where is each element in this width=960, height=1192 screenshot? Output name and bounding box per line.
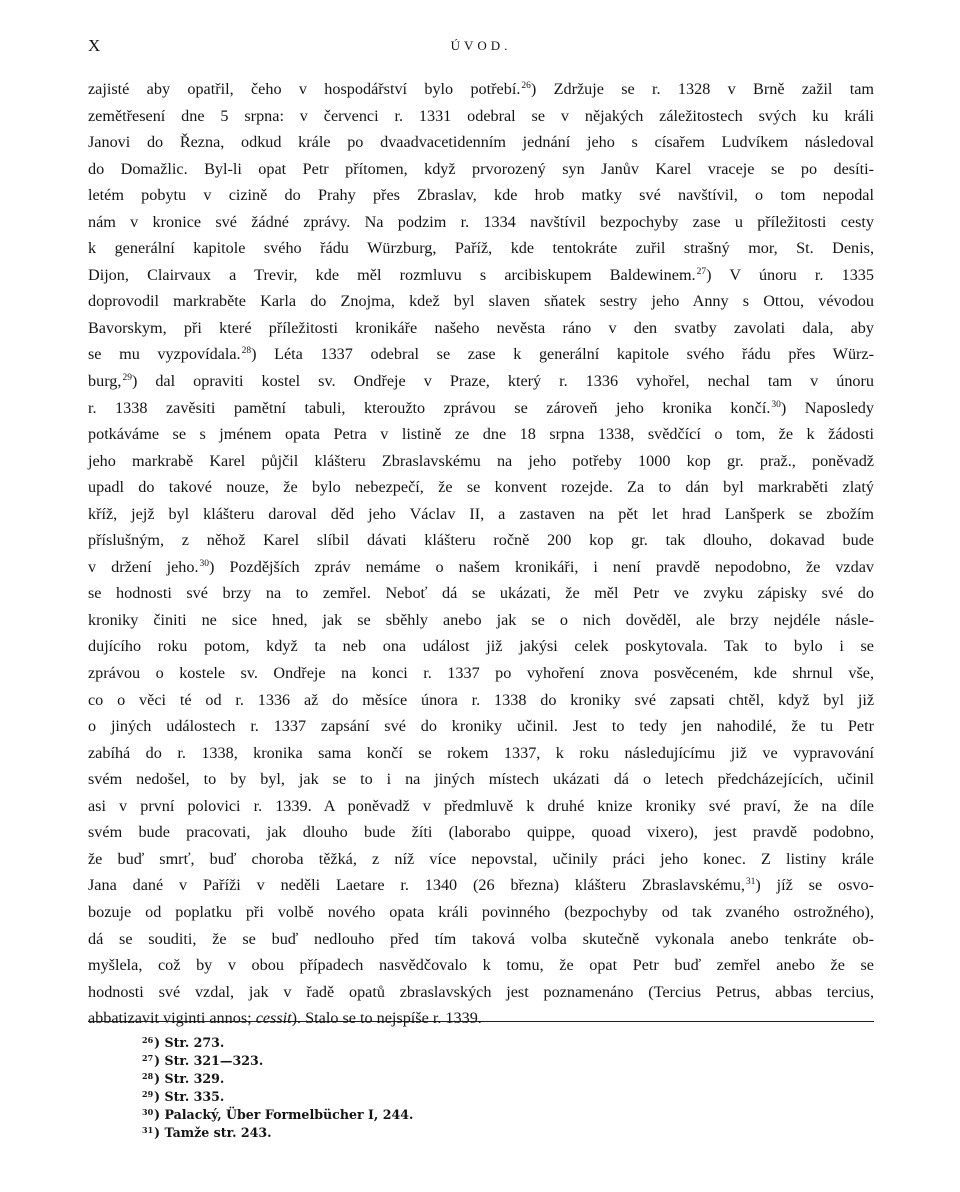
text-line <box>88 926 874 953</box>
text-line <box>88 819 874 846</box>
text-segment: se hodnosti své brzy na to zemřel. Neboť dá se ukázati, že měl Petr ve zvyku zápisky své do <box>88 584 874 603</box>
text-segment: ). Stalo se to nejspíše r. 1339. <box>291 1009 482 1028</box>
footnote-divider <box>88 1021 874 1022</box>
footnote-text: ) Palacký, Über Formelbücher I, 244. <box>154 1107 414 1123</box>
text-line <box>88 687 874 714</box>
footnote-text: ) Str. 335. <box>154 1089 225 1105</box>
footnote-item <box>141 1052 741 1070</box>
text-line <box>88 952 874 979</box>
footnotes <box>141 1034 741 1143</box>
footnote-reference: 29 <box>122 373 132 384</box>
text-segment: o jiných událostech r. 1337 zapsání své do kroniky učinil. Jest to tedy jen nahodilé, že tu Petr <box>88 717 874 736</box>
footnote-text: ) Tamže str. 243. <box>154 1125 272 1141</box>
footnote-reference: 30 <box>771 399 781 410</box>
text-segment: ) jíž se osvo- <box>755 876 874 895</box>
text-segment: r. 1338 zavěsiti pamětní tabuli, kteroužto zprávou se zároveň jeho kronika končí. <box>88 398 771 417</box>
text-line <box>88 182 874 209</box>
footnote-reference: 31 <box>745 877 756 888</box>
text-line <box>88 766 874 793</box>
text-segment: kříž, jejž byl klášteru daroval děd jeho Václav II, a zastaven na pět let hrad Lanšperk se zbožím <box>88 504 874 523</box>
text-line <box>88 129 874 156</box>
text-segment: hodnosti své vzdal, jak v řadě opatů zbraslavských jest poznamenáno (Tercius Petrus, abbas tercius, <box>88 982 874 1001</box>
text-segment: potkáváme se s jménem opata Petra v listině ze dne 18 srpna 1338, svědčící o tom, že k žádosti <box>88 425 874 444</box>
footnote-number: 27 <box>142 1053 154 1064</box>
text-line <box>88 156 874 183</box>
text-segment: Bavorskym, při které příležitosti kronikáře našeho nevěsta ráno v den svatby zavolati dala, aby <box>88 318 874 337</box>
text-segment: kroniky činiti ne sice hned, jak se sběhly anebo jak se o nich dověděl, ale brzy nejdéle násle- <box>88 610 874 629</box>
text-line <box>88 341 874 368</box>
text-segment: Jana dané v Paříži v neděli Laetare r. 1340 (26 března) klášteru Zbraslavskému, <box>88 876 745 895</box>
body-text <box>88 76 874 1032</box>
footnote-reference: 30 <box>199 558 210 569</box>
text-line <box>88 793 874 820</box>
text-segment: bozuje od poplatku při volbě nového opata králi povinného (bezpochyby od tak zvaného ostrožného), <box>88 902 874 921</box>
text-line <box>88 740 874 767</box>
text-segment: k generální kapitole svého řádu Würzburg, Paříž, kde tentokráte zuřil strašný mor, St. Denis, <box>88 239 874 258</box>
text-line <box>88 501 874 528</box>
text-segment: že buď smrť, buď choroba těžká, z níž více nepovstal, učinily práci jeho konec. Z listiny krále <box>88 849 874 868</box>
text-segment: zprávou o kostele sv. Ondřeje na konci r. 1337 po vyhoření znova posvěceném, kde shrnul vše, <box>88 664 874 683</box>
footnote-number: 28 <box>142 1071 154 1082</box>
footnote-item <box>141 1124 741 1142</box>
text-line <box>88 474 874 501</box>
text-line <box>88 979 874 1006</box>
text-segment: nám v kronice své žádné zprávy. Na podzim r. 1334 navštívil bezpochyby zase u příležitosti cesty <box>88 212 874 231</box>
text-segment: Dijon, Clairvaux a Trevir, kde měl rozmluvu s arcibiskupem Baldewinem. <box>88 265 696 284</box>
text-line <box>88 660 874 687</box>
text-segment: zajisté aby opatřil, čeho v hospodářství bylo potřebí. <box>88 80 521 98</box>
text-line <box>88 633 874 660</box>
text-segment: dá se souditi, že se buď nedlouho před tím taková volba skutečně vykonala anebo tenkráte ob- <box>88 929 874 948</box>
text-line <box>88 368 874 395</box>
text-segment: Janovi do Řezna, odkud krále po dvaadvacetidenním jednání jeho s císařem Ludvíkem následoval <box>88 133 874 152</box>
footnote-text: ) Str. 321—323. <box>154 1053 264 1069</box>
text-segment: do Domažlic. Byl-li opat Petr přítomen, když prvorozený syn Janův Karel vraceje se po desíti- <box>88 159 874 178</box>
text-segment: ) Pozdějších zpráv nemáme o našem kronikáři, i není pravdě nepodobno, že vzdav <box>209 557 874 576</box>
page-number: X <box>88 36 102 55</box>
text-line <box>88 872 874 899</box>
text-line <box>88 421 874 448</box>
text-line <box>88 527 874 554</box>
footnote-item <box>141 1106 741 1124</box>
text-line <box>88 103 874 130</box>
text-line <box>88 899 874 926</box>
footnote-number: 26 <box>142 1035 154 1045</box>
text-segment: zemětřesení dne 5 srpna: v červenci r. 1331 odebral se v nějakých záležitostech svých ku králi <box>88 106 874 125</box>
text-segment: ) Léta 1337 odebral se zase k generální kapitole svého řádu přes Würz- <box>251 345 875 364</box>
text-line <box>88 235 874 262</box>
footnote-number: 29 <box>142 1089 154 1100</box>
text-line <box>88 76 874 103</box>
text-line <box>88 1005 874 1032</box>
running-title: ÚVOD. <box>450 38 512 53</box>
text-segment: burg, <box>88 372 122 391</box>
text-segment: ) dal opraviti kostel sv. Ondřeje v Praze, který r. 1336 vyhořel, nechal tam v únoru <box>131 372 874 391</box>
text-line <box>88 554 874 581</box>
text-segment: doprovodil markraběte Karla do Znojma, kdež byl slaven sňatek sestry jeho Anny s Ottou, vévodou <box>88 292 874 311</box>
text-segment: se mu vyzpovídala. <box>88 345 241 364</box>
text-line <box>88 713 874 740</box>
text-line <box>88 262 874 289</box>
text-segment: jeho markrabě Karel půjčil klášteru Zbraslavskému na jeho potřeby 1000 kop gr. praž., poněvadž <box>88 451 874 470</box>
footnote-text: ) Str. 273. <box>154 1035 225 1050</box>
text-segment: asi v první polovici r. 1339. A poněvadž v předmluvě k druhé knize kroniky své praví, že na díle <box>88 796 874 815</box>
page-header <box>88 36 874 56</box>
text-segment: abbatizavit viginti annos; <box>88 1009 256 1028</box>
footnote-reference: 27 <box>696 266 707 277</box>
footnote-reference: 26 <box>521 81 531 91</box>
text-segment: dujícího roku potom, když ta neb ona událost již jakýsi celek poskytovala. Tak to bylo i se <box>88 637 874 656</box>
text-segment: svém nedošel, to by byl, jak se to i na jiných místech ukázati dá o letech předcházejících, učinil <box>88 770 874 789</box>
footnote-item <box>141 1088 741 1106</box>
italic-text: cessit <box>255 1009 292 1028</box>
text-segment: upadl do takové nouze, že bylo nebezpečí, že se konvent rozejde. Za to dán byl markraběti zlatý <box>88 478 874 497</box>
text-line <box>88 288 874 315</box>
text-line <box>88 395 874 422</box>
text-segment: ) Zdržuje se r. 1328 v Brně zažil tam <box>530 80 874 98</box>
text-segment: příslušným, z něhož Karel slíbil dávati klášteru ročně 200 kop gr. tak dlouho, dokavad bude <box>88 531 874 550</box>
text-line <box>88 607 874 634</box>
footnote-number: 30 <box>142 1107 154 1118</box>
footnote-number: 31 <box>142 1125 154 1136</box>
text-segment: ) V únoru r. 1335 <box>706 265 874 284</box>
text-segment: v držení jeho. <box>88 557 199 576</box>
text-segment: co o věci té od r. 1336 až do měsíce února r. 1338 do kroniky své zapsati chtěl, když byl již <box>88 690 874 709</box>
footnote-text: ) Str. 329. <box>154 1071 225 1087</box>
text-line <box>88 580 874 607</box>
footnote-item <box>141 1034 741 1052</box>
text-segment: letém pobytu v cizině do Prahy přes Zbraslav, kde hrob matky své navštívil, o tom nepodal <box>88 186 874 205</box>
text-segment: svém bude pracovati, jak dlouho bude žíti (laborabo quippe, quoad vixero), jest pravdě podobno, <box>88 823 874 842</box>
text-segment: ) Naposledy <box>780 398 874 417</box>
text-line <box>88 209 874 236</box>
text-line <box>88 448 874 475</box>
footnote-item <box>141 1070 741 1088</box>
text-line <box>88 846 874 873</box>
text-line <box>88 315 874 342</box>
text-segment: myšlela, což by v obou případech nasvědčovalo k tomu, že opat Petr buď zemřel anebo že se <box>88 956 874 975</box>
footnote-reference: 28 <box>241 346 252 357</box>
text-segment: zabíhá do r. 1338, kronika sama končí se rokem 1337, k roku následujícímu již ve vypravování <box>88 743 874 762</box>
